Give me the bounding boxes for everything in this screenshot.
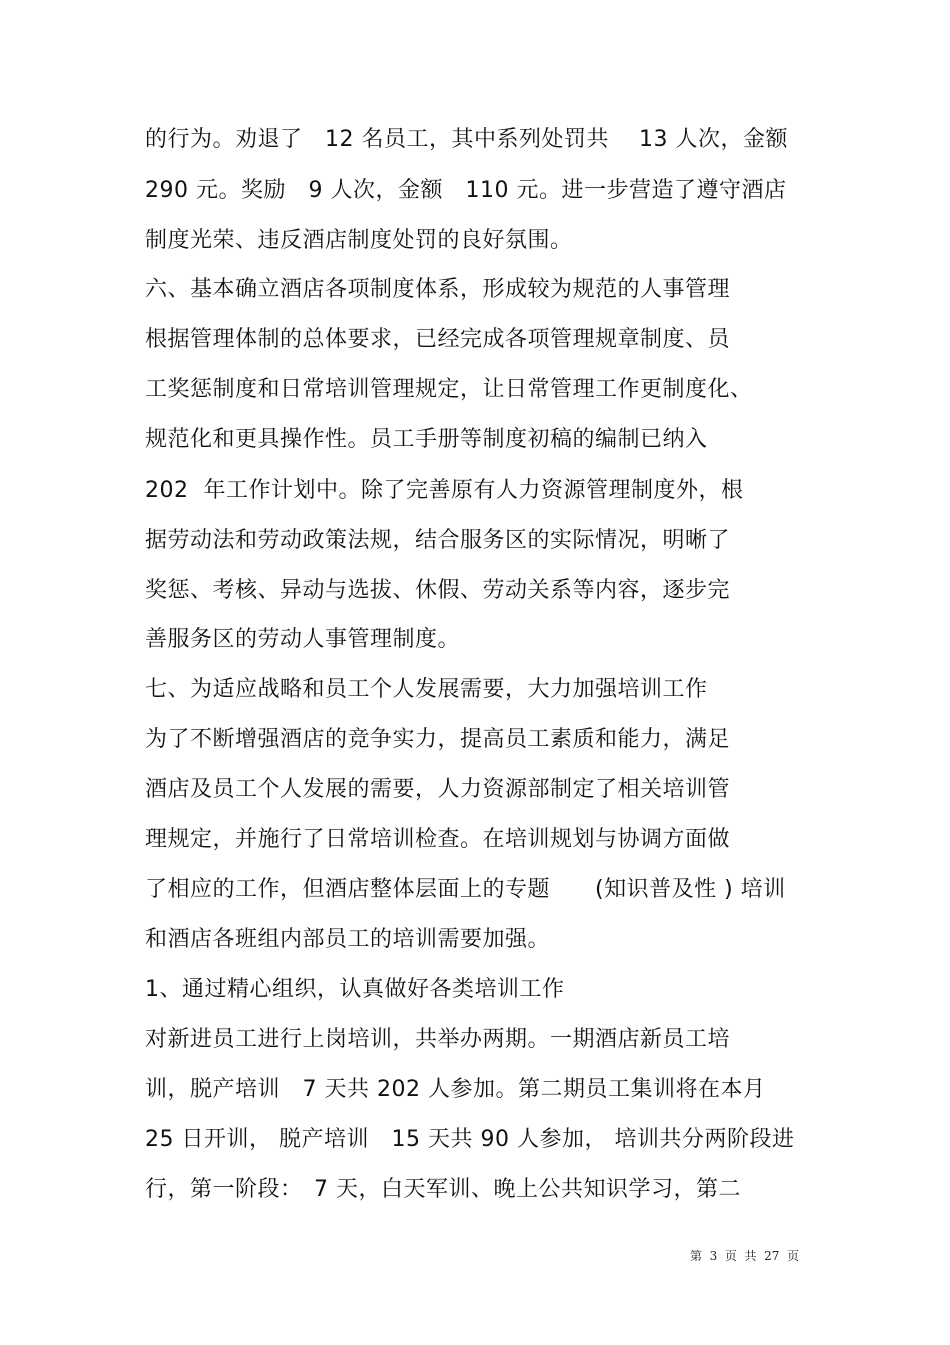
text-line: 了相应的工作，但酒店整体层面上的专题 (知识普及性 ) 培训 <box>145 877 786 902</box>
text-line: 根据管理体制的总体要求，已经完成各项管理规章制度、员 <box>145 327 731 352</box>
text-line: 善服务区的劳动人事管理制度。 <box>145 627 461 652</box>
text-line: 规范化和更具操作性。员工手册等制度初稿的编制已纳入 <box>145 427 708 452</box>
section-heading: 六、基本确立酒店各项制度体系，形成较为规范的人事管理 <box>145 277 731 302</box>
text-line: 训，脱产培训 7 天共 202 人参加。第二期员工集训将在本月 <box>145 1077 766 1102</box>
text-line: 和酒店各班组内部员工的培训需要加强。 <box>145 927 551 952</box>
text-line: 奖惩、考核、异动与选拔、休假、劳动关系等内容，逐步完 <box>145 578 731 603</box>
text-line: 为了不断增强酒店的竞争实力，提高员工素质和能力，满足 <box>145 727 731 752</box>
text-line: 酒店及员工个人发展的需要，人力资源部制定了相关培训管 <box>145 777 731 802</box>
text-line: 25 日开训， 脱产培训 15 天共 90 人参加， 培训共分两阶段进 <box>145 1127 795 1152</box>
text-line: 理规定，并施行了日常培训检查。在培训规划与协调方面做 <box>145 827 731 852</box>
text-line: 的行为。劝退了 12 名员工，其中系列处罚共 13 人次，金额 <box>145 127 788 152</box>
text-line: 290 元。奖励 9 人次，金额 110 元。进一步营造了遵守酒店 <box>145 178 787 203</box>
section-heading: 七、为适应战略和员工个人发展需要，大力加强培训工作 <box>145 677 708 702</box>
subsection-heading: 1、通过精心组织，认真做好各类培训工作 <box>145 977 565 1002</box>
text-line: 对新进员工进行上岗培训，共举办两期。一期酒店新员工培 <box>145 1027 731 1052</box>
text-line: 202 年工作计划中。除了完善原有人力资源管理制度外，根 <box>145 478 744 503</box>
text-line: 行，第一阶段： 7 天，白天军训、晚上公共知识学习，第二 <box>145 1177 741 1202</box>
text-line: 制度光荣、违反酒店制度处罚的良好氛围。 <box>145 228 573 253</box>
page-number-footer: 第 3 页 共 27 页 <box>690 1249 800 1263</box>
text-line: 据劳动法和劳动政策法规，结合服务区的实际情况，明晰了 <box>145 528 731 553</box>
text-line: 工奖惩制度和日常培训管理规定，让日常管理工作更制度化、 <box>145 377 753 402</box>
